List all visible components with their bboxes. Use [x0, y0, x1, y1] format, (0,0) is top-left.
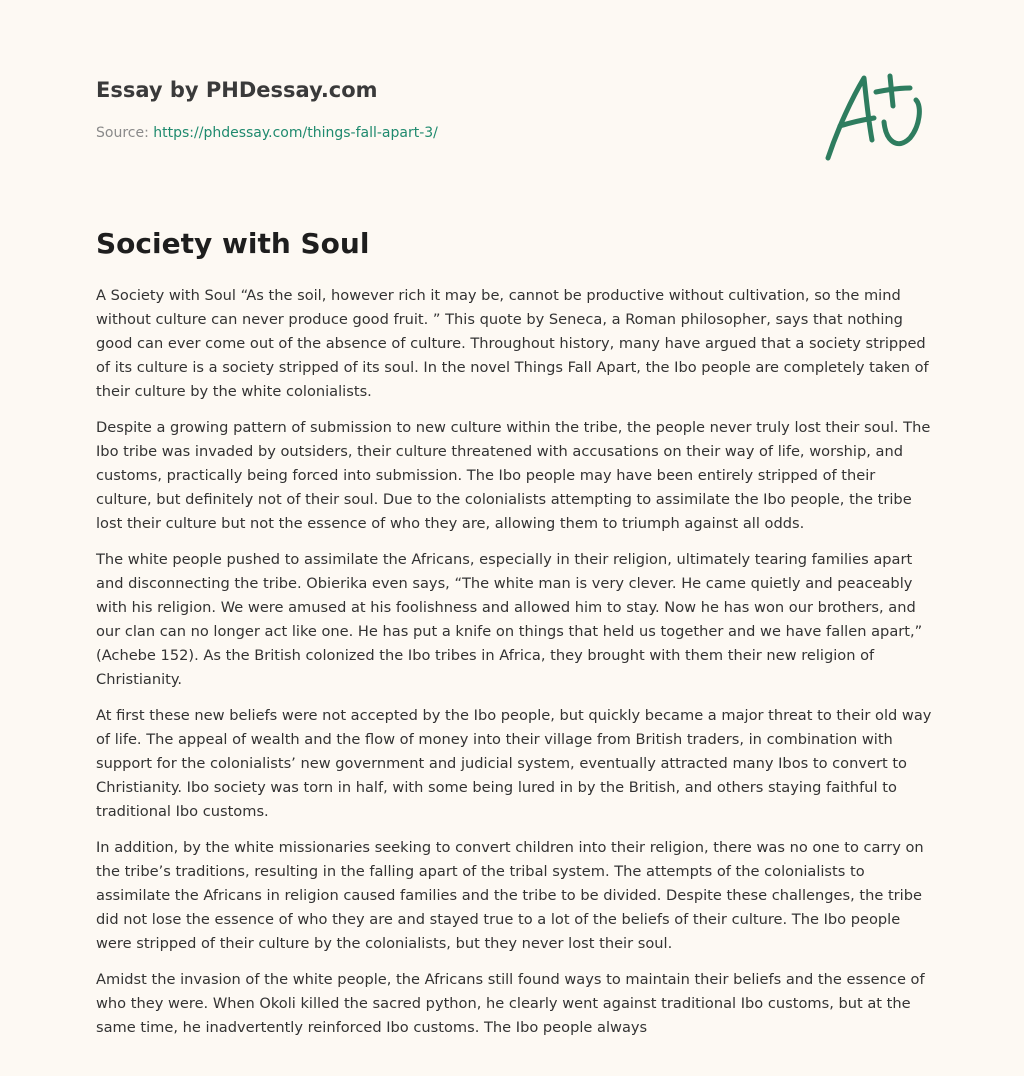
source-link[interactable]: https://phdessay.com/things-fall-apart-3/: [153, 125, 438, 141]
article-title: Society with Soul: [96, 227, 370, 260]
article-paragraph: Despite a growing pattern of submission to new culture within the tribe, the people never truly lost their soul. The Ibo tribe was invaded by outsiders, their culture threatened with accusations on their way of life, worship, and customs, practically being forced into submission. The Ibo people may have been entirely stripped of their culture, but definitely not of their soul. Due to the colonialists attempting to assimilate the Ibo people, the tribe lost their culture but not the essence of who they are, allowing them to triumph against all odds.: [96, 419, 931, 532]
a-plus-logo-icon: [820, 66, 930, 166]
page-header: [96, 76, 736, 143]
article-paragraph: The white people pushed to assimilate the Africans, especially in their religion, ultimately tearing families apart and disconnecting the tribe. Obierika even says, “The white man is very clever. He came quietly and peaceably with his religion. We were amused at his foolishness and allowed him to stay. Now he has won our brothers, and our clan can no longer act like one. He has put a knife on things that held us together and we have fallen apart,” (Achebe 152). As the British colonized the Ibo tribes in Africa, they brought with them their new religion of Christianity.: [96, 551, 923, 688]
article-body: [96, 284, 934, 1052]
article-paragraph: At first these new beliefs were not accepted by the Ibo people, but quickly became a major threat to their old way of life. The appeal of wealth and the flow of money into their village from British traders, in combination with support for the colonialists’ new government and judicial system, eventually attracted many Ibos to convert to Christianity. Ibo society was torn in half, with some being lured in by the British, and others staying faithful to traditional Ibo customs.: [96, 707, 932, 820]
site-brand: Essay by PHDessay.com: [96, 78, 378, 102]
source-label: Source:: [96, 125, 154, 141]
article-paragraph: In addition, by the white missionaries seeking to convert children into their religion, there was no one to carry on the tribe’s traditions, resulting in the falling apart of the tribal system. The attempts of the colonialists to assimilate the Africans in religion caused families and the tribe to be divided. Despite these challenges, the tribe did not lose the essence of who they are and stayed true to a lot of the beliefs of their culture. The Ibo people were stripped of their culture by the colonialists, but they never lost their soul.: [96, 839, 924, 952]
source-line: [96, 123, 736, 143]
article-paragraph: A Society with Soul “As the soil, however rich it may be, cannot be productive without cultivation, so the mind without culture can never produce good fruit. ” This quote by Seneca, a Roman philosopher, says that nothing good can ever come out of the absence of culture. Throughout history, many have argued that a society stripped of its culture is a society stripped of its soul. In the novel Things Fall Apart, the Ibo people are completely taken of their culture by the white colonialists.: [96, 287, 929, 400]
article-paragraph: Amidst the invasion of the white people, the Africans still found ways to maintain their beliefs and the essence of who they were. When Okoli killed the sacred python, he clearly went against traditional Ibo customs, but at the same time, he inadvertently reinforced Ibo customs. The Ibo people always: [96, 971, 925, 1036]
